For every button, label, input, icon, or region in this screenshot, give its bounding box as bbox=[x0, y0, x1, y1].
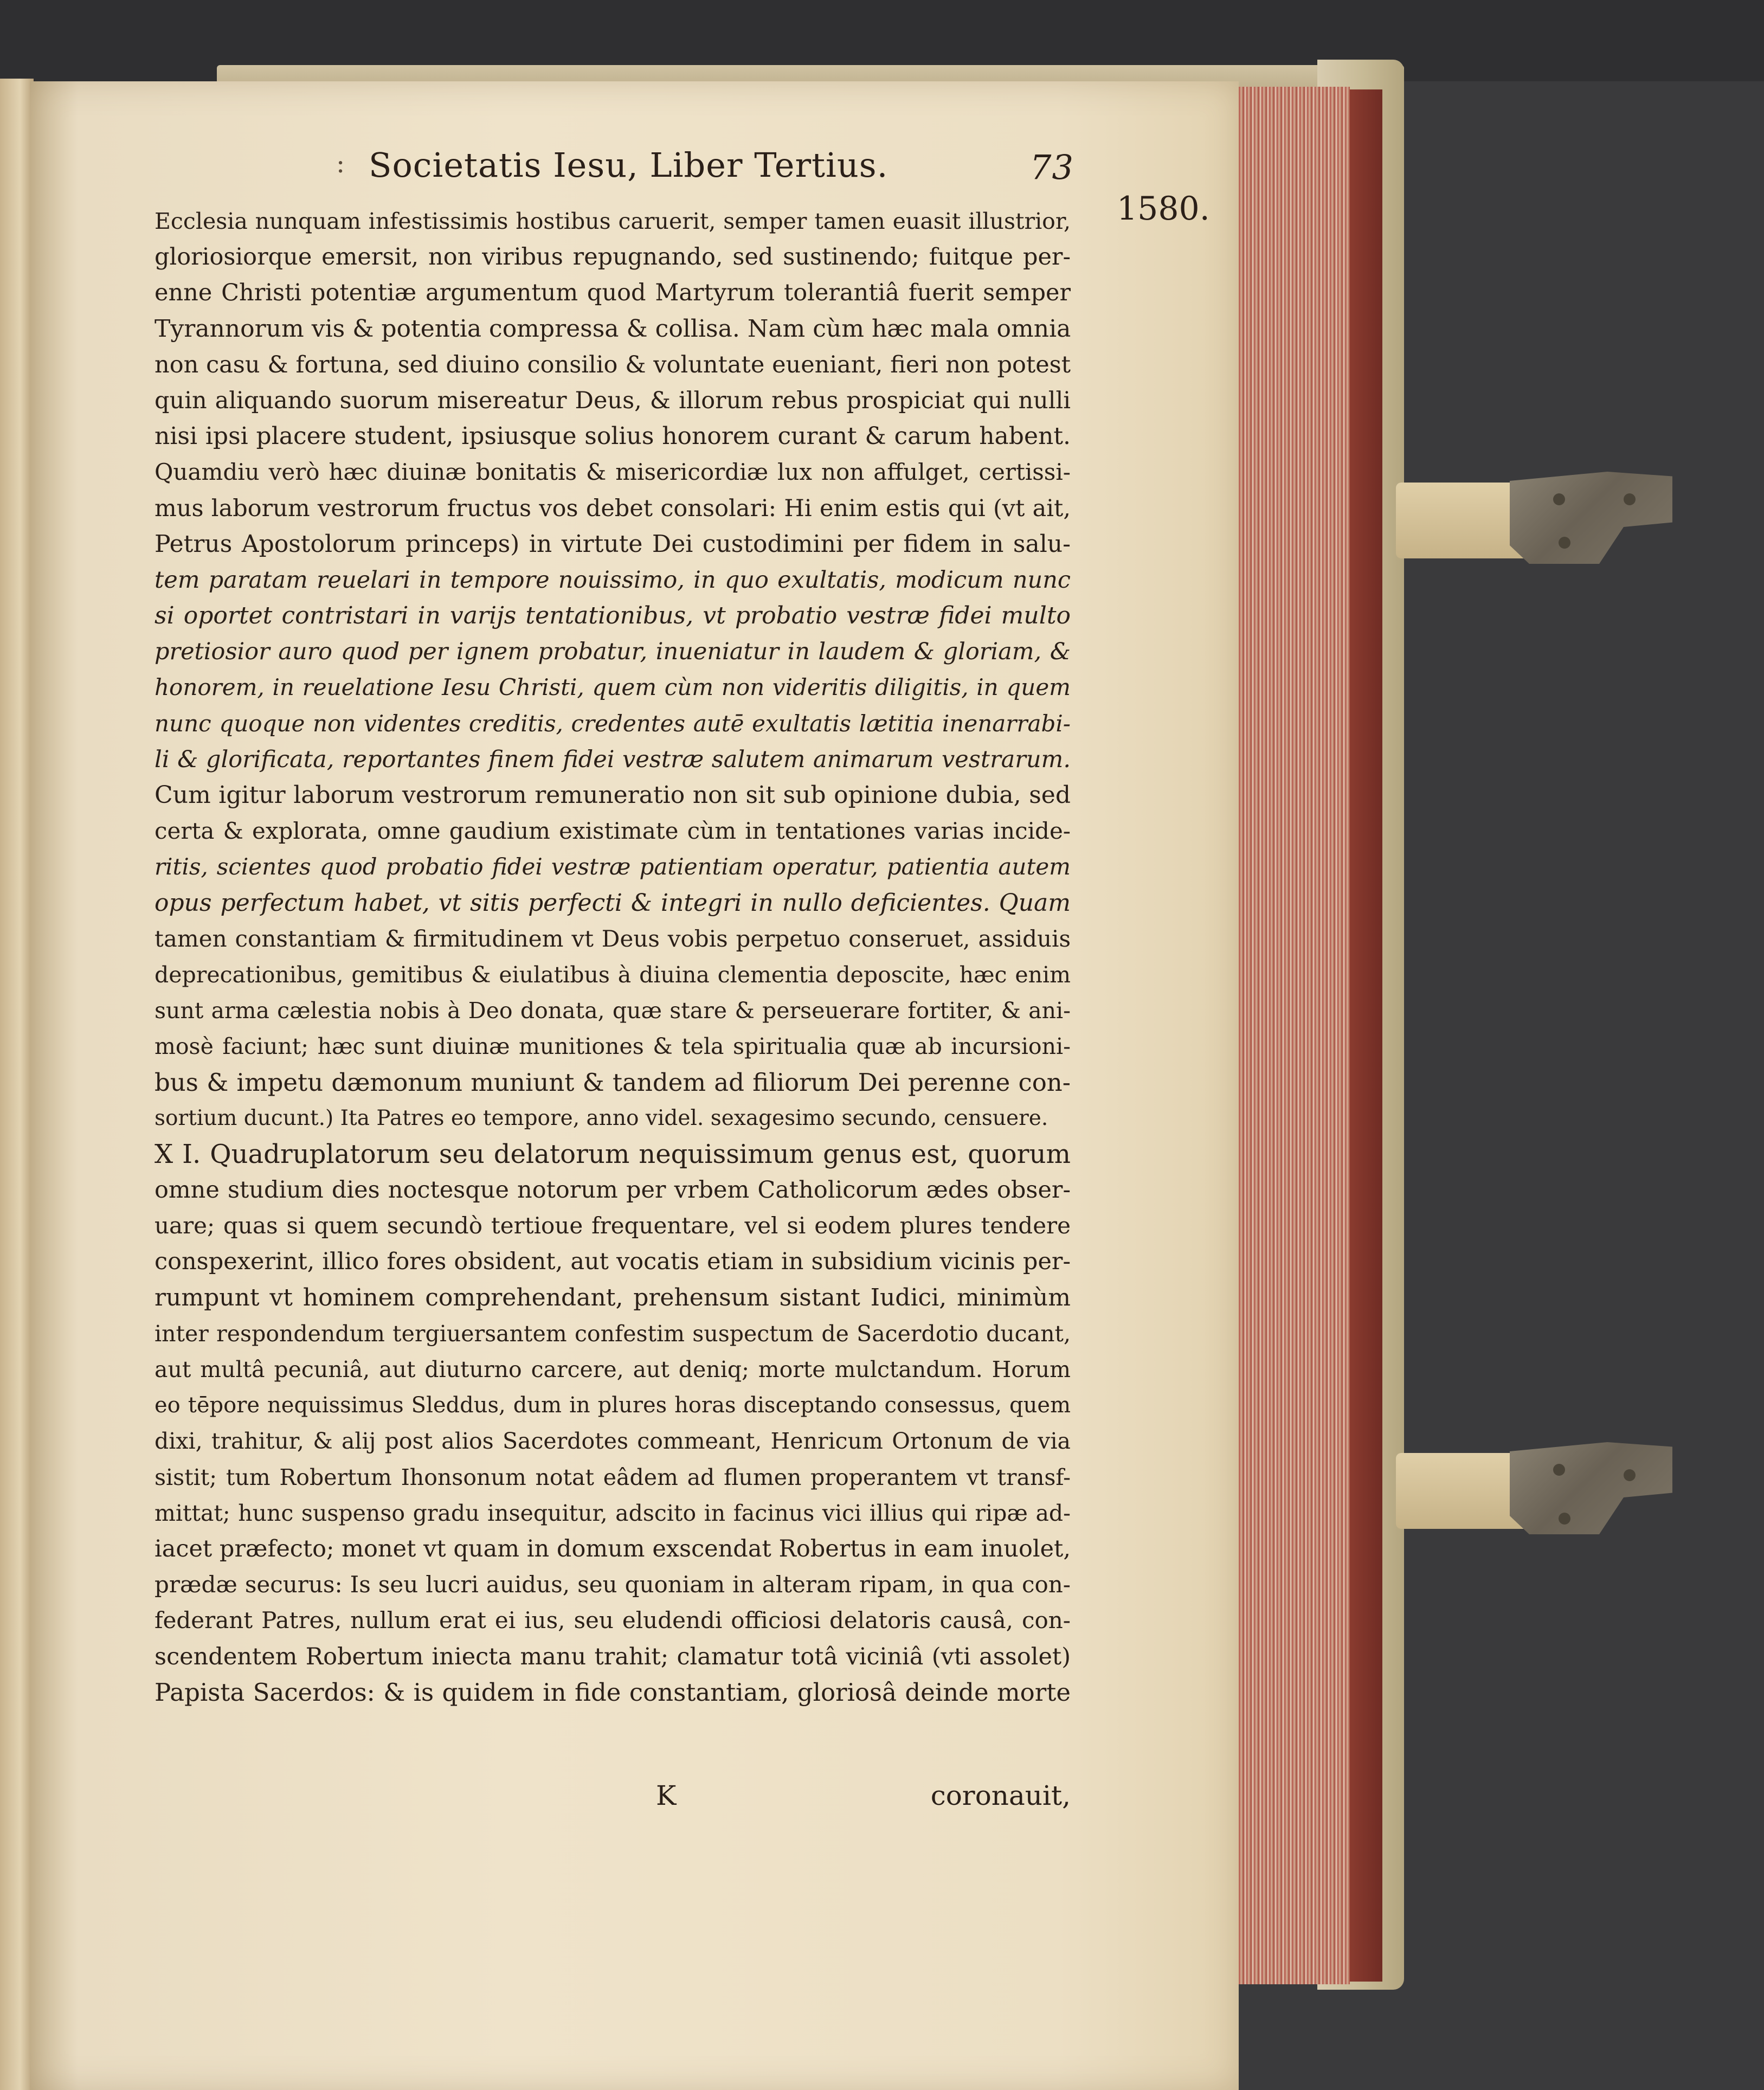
body-text bbox=[154, 203, 1071, 1710]
catchword: coronauit, bbox=[930, 1780, 1071, 1811]
text-line: Petrus Apostolorum princeps) in virtute Dei custodimini per fidem in salu- bbox=[154, 530, 1071, 558]
marginal-year: 1580. bbox=[1117, 190, 1210, 228]
facing-page-edge bbox=[0, 79, 34, 2090]
text-line: tem paratam reuelari in tempore nouissimo, in quo exultatis, modicum nunc bbox=[154, 566, 1071, 594]
clasp-metal bbox=[1510, 1442, 1672, 1534]
running-title: Societatis Iesu, Liber Tertius. bbox=[369, 145, 889, 185]
page-fore-edge bbox=[1226, 87, 1350, 1984]
text-line: Tyrannorum vis & potentia compressa & collisa. Nam cùm hæc mala omnia bbox=[154, 314, 1071, 343]
text-line: pretiosior auro quod per ignem probatur, inueniatur in laudem & gloriam, & bbox=[154, 638, 1071, 666]
clasp-metal bbox=[1510, 472, 1672, 564]
page-number: 73 bbox=[1030, 147, 1074, 187]
text-line: sistit; tum Robertum Ihonsonum notat eâdem ad flumen properantem vt transf- bbox=[154, 1464, 1071, 1490]
text-line: non casu & fortuna, sed diuino consilio & voluntate eueniant, fieri non potest bbox=[154, 351, 1071, 378]
text-line: conspexerint, illico fores obsident, aut vocatis etiam in subsidium vicinis per- bbox=[154, 1248, 1071, 1276]
text-line: Quamdiu verò hæc diuinæ bonitatis & misericordiæ lux non affulget, certissi- bbox=[154, 459, 1071, 486]
page-footer bbox=[154, 1780, 1071, 1818]
text-line: sunt arma cælestia nobis à Deo donata, quæ stare & perseuerare fortiter, & ani- bbox=[154, 998, 1071, 1024]
text-line: iacet præfecto; monet vt quam in domum exscendat Robertus in eam inuolet, bbox=[154, 1535, 1071, 1562]
text-line: omne studium dies noctesque notorum per vrbem Catholicorum ædes obser- bbox=[154, 1176, 1071, 1204]
text-line: li & glorificata, reportantes finem fidei vestræ salutem animarum vestrarum. bbox=[154, 745, 1071, 773]
text-line: uare; quas si quem secundò tertioue frequentare, vel si eodem plures tendere bbox=[154, 1212, 1071, 1239]
text-line: rumpunt vt hominem comprehendant, prehensum sistant Iudici, minimùm bbox=[154, 1283, 1071, 1311]
text-line: nunc quoque non videntes creditis, credentes autē exultatis lætitia inenarrabi- bbox=[154, 710, 1071, 737]
text-line: aut multâ pecuniâ, aut diuturno carcere, aut deniq; morte mulctandum. Horum bbox=[154, 1356, 1071, 1382]
text-line: mosè faciunt; hæc sunt diuinæ munitiones & tela spiritualia quæ ab incursioni- bbox=[154, 1033, 1071, 1060]
text-line: scendentem Robertum iniecta manu trahit; clamatur totâ viciniâ (vti assolet) bbox=[154, 1643, 1071, 1670]
text-line: federant Patres, nullum erat ei ius, seu eludendi officiosi delatoris causâ, con- bbox=[154, 1607, 1071, 1634]
text-line: gloriosiorque emersit, non viribus repugnando, sed sustinendo; fuitque per- bbox=[154, 243, 1071, 271]
text-line: Papista Sacerdos: & is quidem in fide constantiam, gloriosâ deinde morte bbox=[154, 1677, 1071, 1707]
text-line: prædæ securus: Is seu lucri auidus, seu quoniam in alteram ripam, in qua con- bbox=[154, 1571, 1071, 1598]
clasp-rivet bbox=[1559, 1513, 1570, 1525]
text-line: opus perfectum habet, vt sitis perfecti & integri in nullo deficientes. Quam bbox=[154, 889, 1071, 917]
text-line: tamen constantiam & firmitudinem vt Deus vobis perpetuo conseruet, assiduis bbox=[154, 925, 1071, 952]
text-line: sortium ducunt.) Ita Patres eo tempore, anno videl. sexagesimo secundo, censuere. bbox=[154, 1105, 1048, 1130]
text-line: Ecclesia nunquam infestissimis hostibus caruerit, semper tamen euasit illustrior, bbox=[154, 208, 1071, 234]
text-line: si oportet contristari in varijs tentationibus, vt probatio vestræ fidei multo bbox=[154, 602, 1071, 630]
text-line: deprecationibus, gemitibus & eiulatibus à diuina clementia deposcite, hæc enim bbox=[154, 961, 1071, 988]
clasp-rivet bbox=[1624, 493, 1636, 505]
signature-mark: K bbox=[656, 1780, 677, 1811]
text-line: bus & impetu dæmonum muniunt & tandem ad filiorum Dei perenne con- bbox=[154, 1067, 1071, 1097]
page-edge-side bbox=[1350, 89, 1382, 1982]
clasp-rivet bbox=[1553, 493, 1565, 505]
running-header bbox=[336, 145, 1106, 194]
text-line: mus laborum vestrorum fructus vos debet consolari: Hi enim estis qui (vt ait, bbox=[154, 494, 1071, 522]
text-line: dixi, trahitur, & alij post alios Sacerdotes commeant, Henricum Ortonum de via bbox=[154, 1428, 1071, 1455]
clasp-rivet bbox=[1553, 1464, 1565, 1476]
text-line: mittat; hunc suspenso gradu insequitur, adscito in facinus vici illius qui ripæ ad- bbox=[154, 1500, 1071, 1526]
clasp-lower bbox=[1396, 1431, 1678, 1545]
clasp-rivet bbox=[1559, 537, 1570, 549]
clasp-upper bbox=[1396, 461, 1678, 575]
text-line: enne Christi potentiæ argumentum quod Martyrum tolerantiâ fuerit semper bbox=[154, 279, 1071, 307]
text-line: nisi ipsi placere student, ipsiusque solius honorem curant & carum habent. bbox=[154, 422, 1071, 451]
text-line: inter respondendum tergiuersantem confestim suspectum de Sacerdotio ducant, bbox=[154, 1320, 1071, 1347]
text-line: eo tēpore nequissimus Sleddus, dum in plures horas disceptando consessus, quem bbox=[154, 1393, 1071, 1418]
text-line: X I. Quadruplatorum seu delatorum nequissimum genus est, quorum bbox=[154, 1139, 1071, 1169]
header-mark: : bbox=[336, 149, 346, 179]
text-line: Cum igitur laborum vestrorum remuneratio non sit sub opinione dubia, sed bbox=[154, 781, 1071, 809]
text-line: quin aliquando suorum misereatur Deus, & illorum rebus prospiciat qui nulli bbox=[154, 387, 1071, 414]
text-line: ritis, scientes quod probatio fidei vestræ patientiam operatur, patientia autem bbox=[154, 853, 1071, 880]
text-line: honorem, in reuelatione Iesu Christi, quem cùm non videritis diligitis, in quem bbox=[154, 674, 1071, 701]
text-line: certa & explorata, omne gaudium existimate cùm in tentationes varias incide- bbox=[154, 818, 1071, 845]
clasp-rivet bbox=[1624, 1469, 1636, 1481]
